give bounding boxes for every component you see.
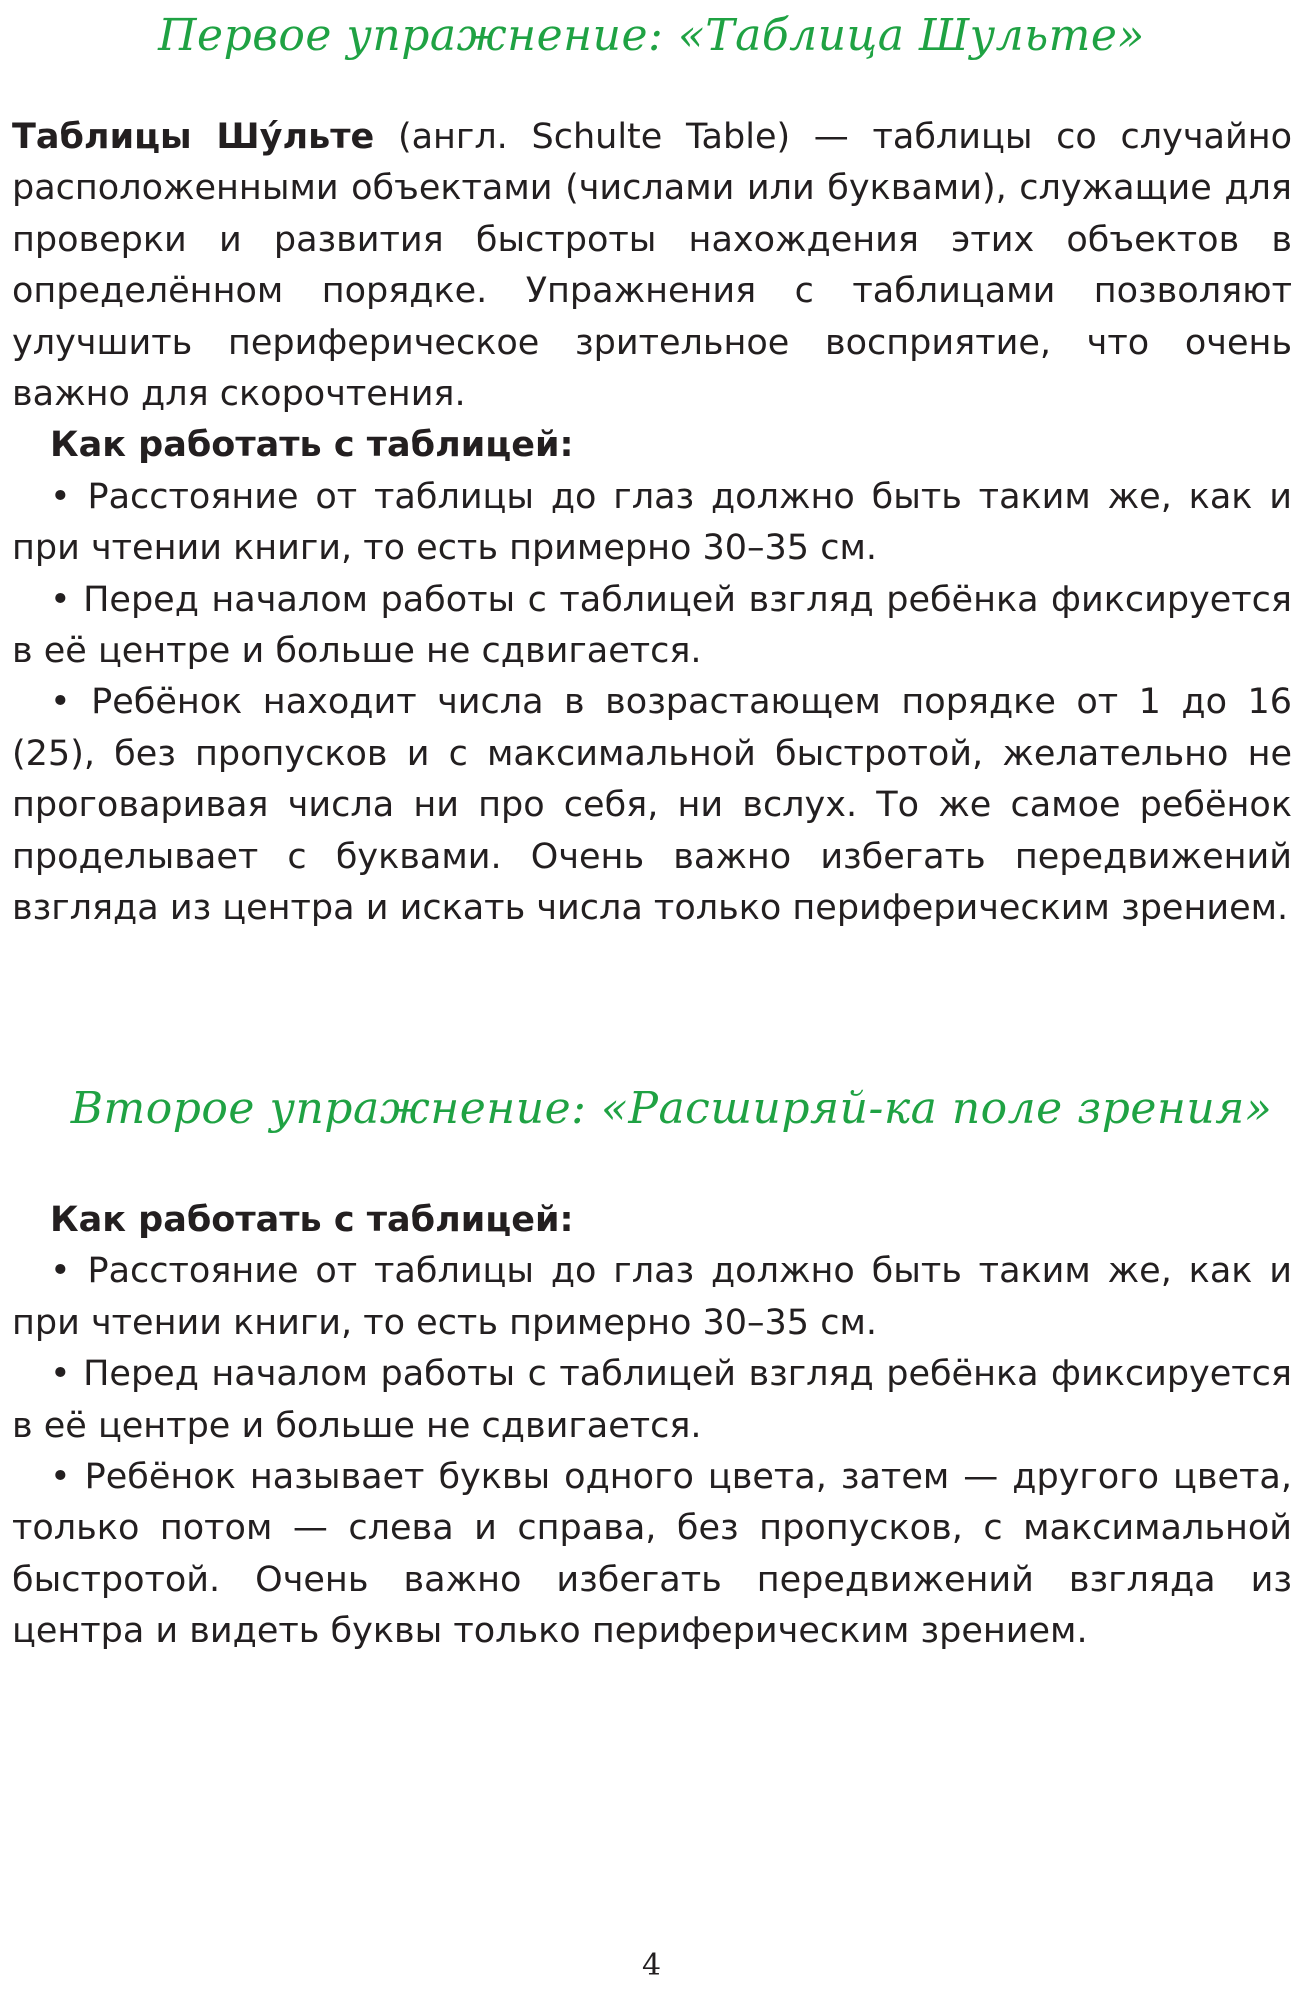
exercise-1-bullet: • Расстояние от таблицы до глаз должно быть таким же, как и при чтении книги, то есть примерно 30–35 см. <box>12 476 1292 569</box>
exercise-2-body <box>12 1195 1292 1658</box>
exercise-1-intro <box>12 112 1292 420</box>
exercise-2-bullet: • Ребёнок называет буквы одного цвета, затем — другого цвета, только потом — слева и справа, без пропусков, с максимальной быстротой. Очень важно избегать передвижений взгляда из центра и видеть буквы только периферическим зрением. <box>12 1457 1292 1652</box>
exercise-1-howto-heading: Как работать с таблицей: <box>50 425 574 466</box>
exercise-2-title: Второе упражнение: «Расширяй-ка поле зрения» <box>70 1083 1273 1134</box>
exercise-1-title: Первое упражнение: «Таблица Шульте» <box>158 10 1145 61</box>
page-number: 4 <box>641 1948 662 1983</box>
exercise-2-bullet: • Расстояние от таблицы до глаз должно быть таким же, как и при чтении книги, то есть примерно 30–35 см. <box>12 1251 1292 1343</box>
exercise-2-bullet: • Перед началом работы с таблицей взгляд ребёнка фиксируется в её центре и больше не сдвигается. <box>12 1354 1292 1446</box>
intro-text: (англ. Schulte Table) — таблицы со случайно расположенными объектами (числами или буквами), служащие для проверки и развития быстроты нахождения этих объектов в определённом порядке. Упражнения с таблицами позволяют улучшить периферическое зрительное восприятие, что очень важно для скорочтения. <box>12 117 1292 415</box>
exercise-2-howto-heading: Как работать с таблицей: <box>50 1200 574 1240</box>
exercise-1-bullet: • Ребёнок находит числа в возрастающем порядке от 1 до 16 (25), без пропусков и с максимальной быстротой, желательно не проговаривая числа ни про себя, ни вслух. То же самое ребёнок проделывает с буквами. Очень важно избегать передвижений взгляда из центра и искать числа только периферическим зрением. <box>12 682 1292 929</box>
intro-term: Таблицы Шу́льте <box>12 117 375 157</box>
exercise-1-bullet: • Перед началом работы с таблицей взгляд ребёнка фиксируется в её центре и больше не сдвигается. <box>12 579 1292 672</box>
exercise-1-body <box>12 112 1292 935</box>
